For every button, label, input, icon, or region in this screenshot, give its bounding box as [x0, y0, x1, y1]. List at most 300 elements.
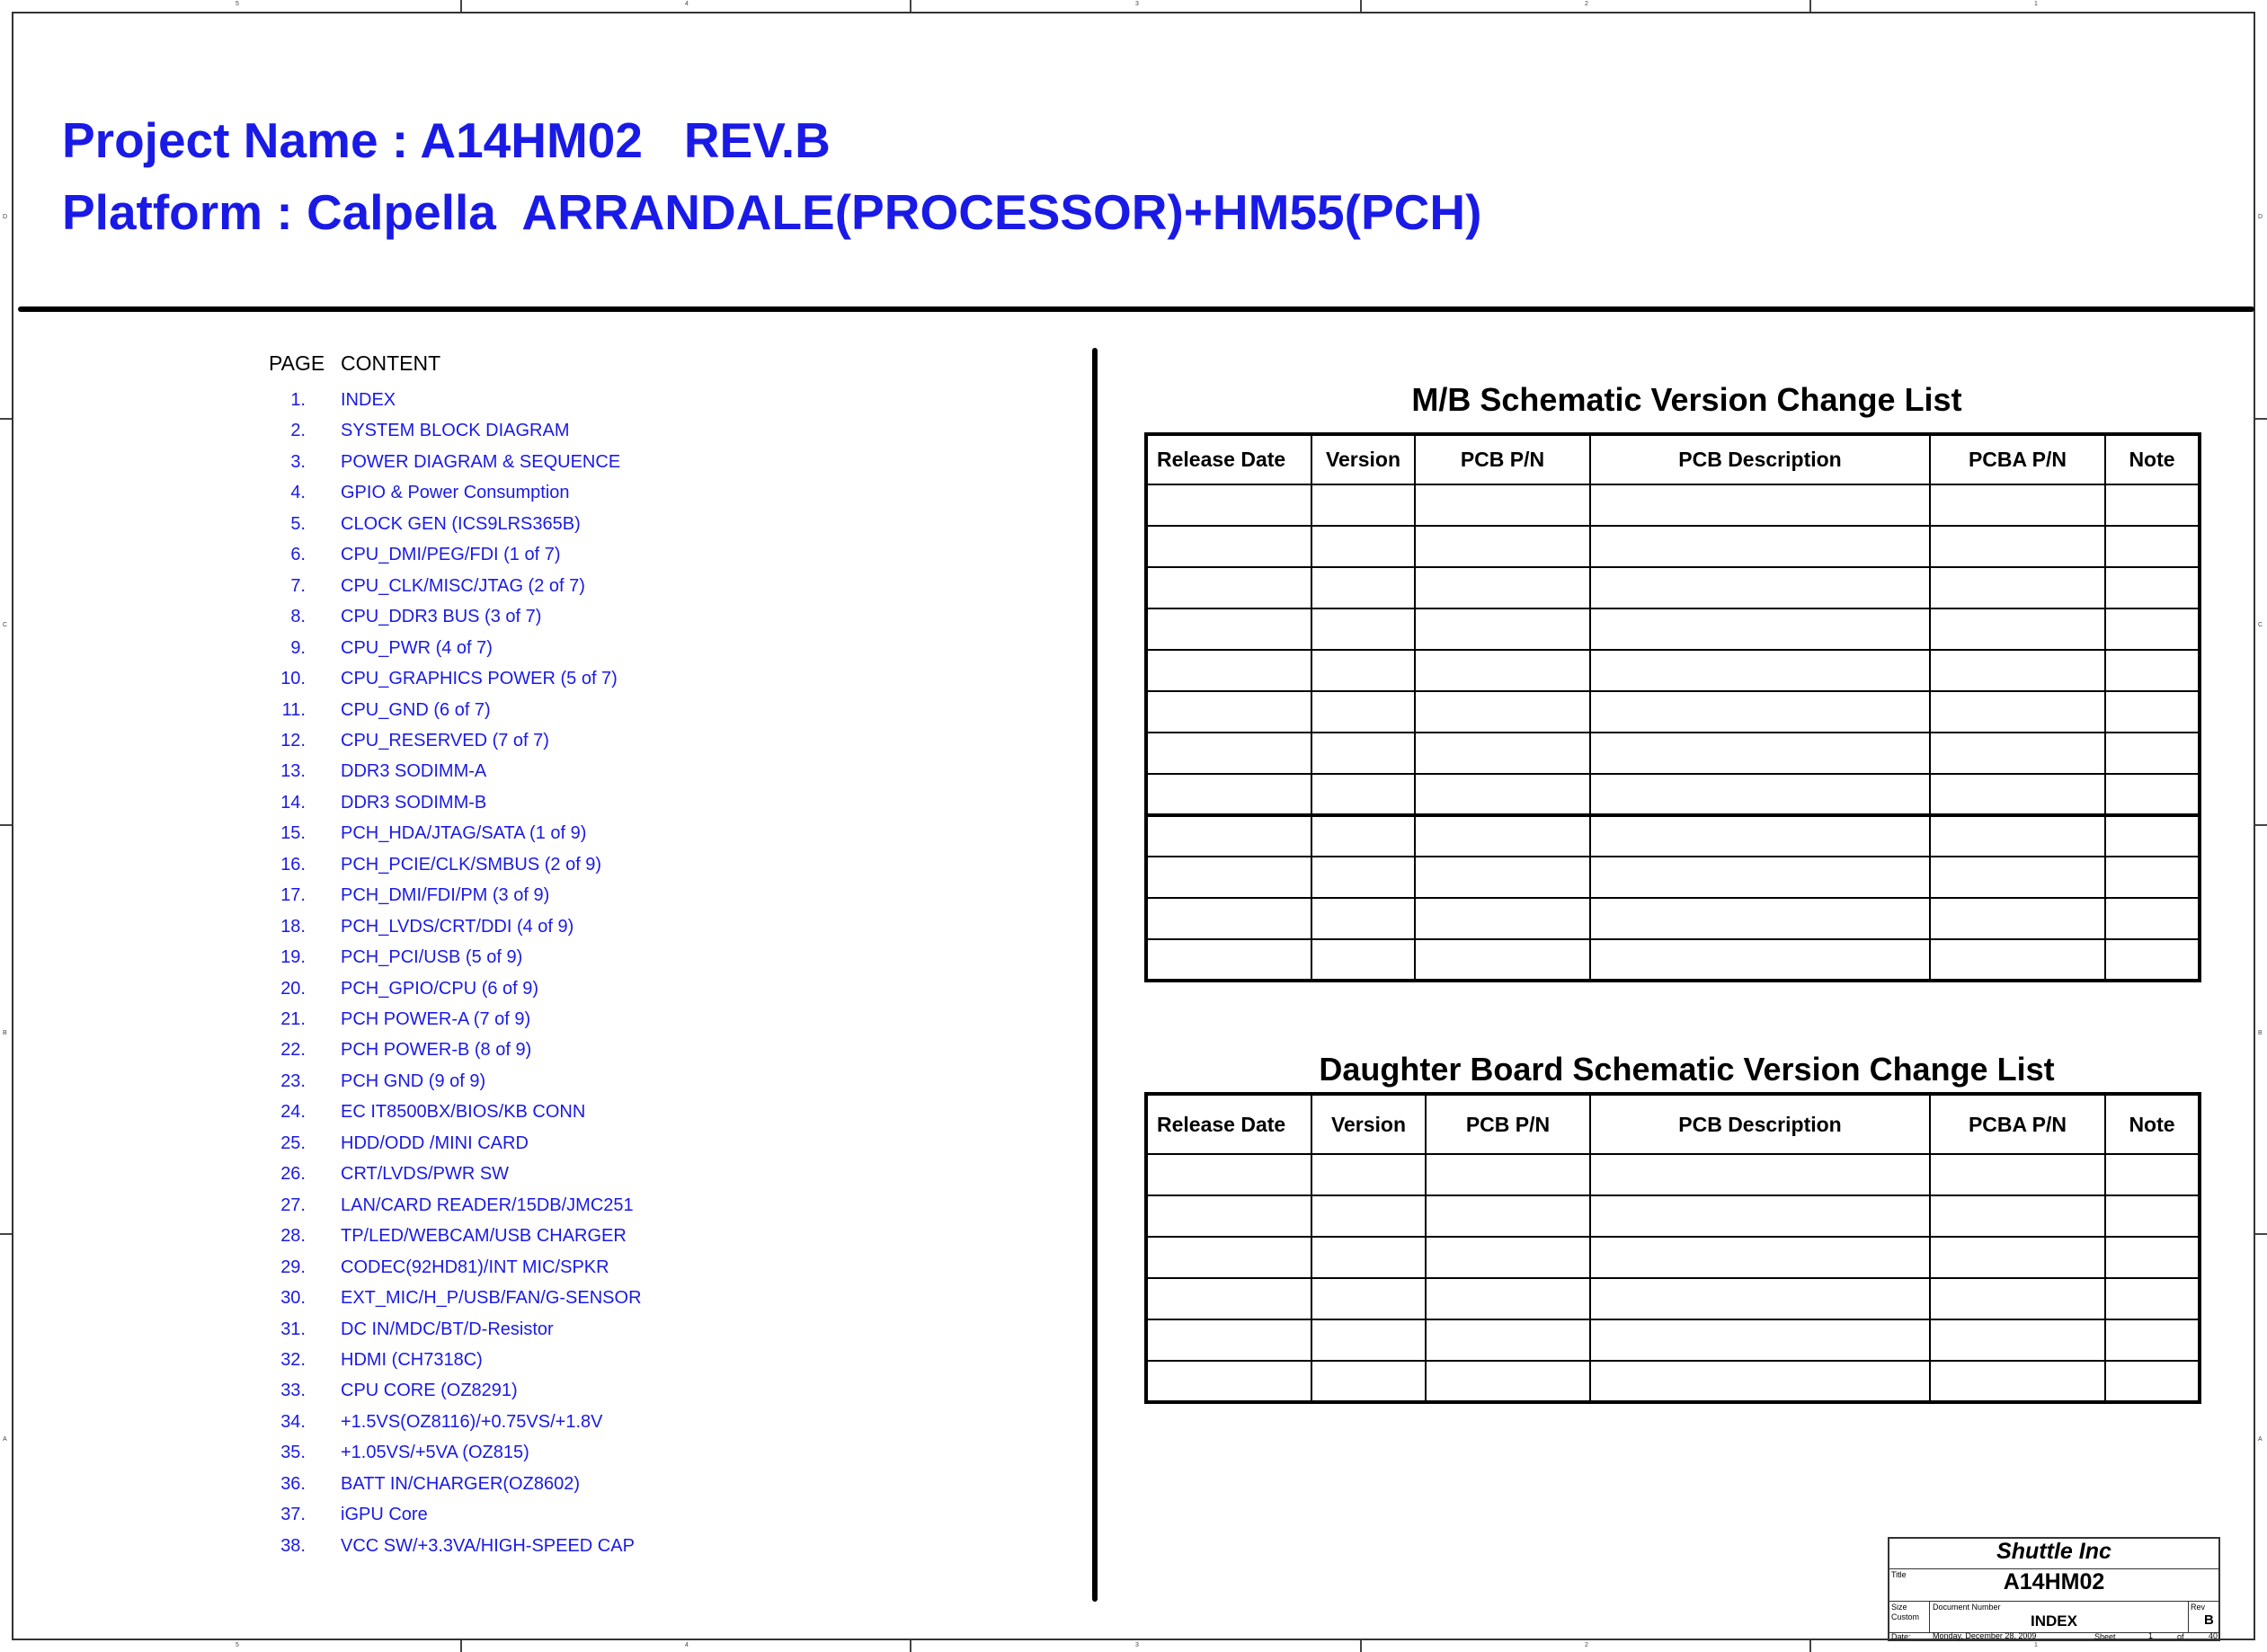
table-cell — [1590, 1195, 1930, 1237]
index-entry-number: 18. — [280, 916, 306, 937]
zone-label-col-4: 4 — [685, 1, 689, 7]
table-cell — [1146, 733, 1311, 774]
table-cell — [1311, 815, 1415, 857]
table-row — [1146, 1319, 2200, 1361]
title-block-doc-row — [1889, 1601, 2218, 1633]
index-entry-number: 9. — [290, 637, 306, 658]
header-divider — [18, 306, 2254, 312]
date-label: Date: — [1891, 1632, 1911, 1641]
index-entry-label: PCH_GPIO/CPU (6 of 9) — [341, 978, 539, 999]
zone-label-col-2: 2 — [1585, 1, 1588, 7]
sheet-total: 40 — [2209, 1631, 2218, 1640]
index-entry-label: CPU_PWR (4 of 7) — [341, 637, 493, 658]
column-header-pcba-pn: PCBA P/N — [1930, 434, 2105, 484]
zone-tick — [1360, 0, 1362, 12]
zone-label-col-2: 2 — [1585, 1642, 1588, 1648]
index-entry — [0, 855, 719, 885]
title-block — [1888, 1537, 2220, 1641]
table-cell — [1146, 567, 1311, 608]
table-row — [1146, 898, 2200, 939]
table-cell — [1415, 857, 1590, 898]
table-cell — [1146, 691, 1311, 733]
table-cell — [1415, 898, 1590, 939]
index-entry — [0, 947, 719, 978]
db-table-body — [1146, 1154, 2200, 1402]
column-header-version: Version — [1311, 434, 1415, 484]
db-table-header-row — [1146, 1094, 2200, 1154]
index-entry-label: CPU_DDR3 BUS (3 of 7) — [341, 607, 542, 627]
table-cell — [2105, 608, 2200, 650]
index-entry-number: 33. — [280, 1381, 306, 1401]
table-cell — [1590, 898, 1930, 939]
table-cell — [1930, 1361, 2105, 1402]
table-cell — [1311, 1154, 1426, 1195]
index-entry — [0, 1195, 719, 1226]
index-entry-number: 5. — [290, 513, 306, 534]
index-entry-label: VCC SW/+3.3VA/HIGH-SPEED CAP — [341, 1535, 635, 1556]
zone-label-col-1: 1 — [2034, 1, 2038, 7]
table-cell — [1930, 526, 2105, 567]
mb-version-table — [1144, 432, 2201, 982]
sheet-number: 1 — [2148, 1631, 2154, 1640]
table-cell — [1146, 1195, 1311, 1237]
table-cell — [1146, 484, 1311, 526]
index-entry-number: 32. — [280, 1349, 306, 1370]
index-entry — [0, 1226, 719, 1257]
table-cell — [2105, 691, 2200, 733]
index-entry-label: PCH_LVDS/CRT/DDI (4 of 9) — [341, 916, 574, 937]
db-version-table — [1144, 1092, 2201, 1404]
index-content-header: CONTENT — [341, 351, 441, 375]
table-cell — [1415, 608, 1590, 650]
table-row — [1146, 815, 2200, 857]
table-cell — [1311, 1319, 1426, 1361]
table-row — [1146, 608, 2200, 650]
table-row — [1146, 1154, 2200, 1195]
table-row — [1146, 1195, 2200, 1237]
zone-label-row-b: B — [3, 1030, 7, 1036]
zone-tick — [460, 0, 462, 12]
table-cell — [1311, 1237, 1426, 1278]
table-cell — [1590, 1319, 1930, 1361]
table-cell — [1415, 650, 1590, 691]
index-entry — [0, 452, 719, 483]
index-entry-number: 34. — [280, 1411, 306, 1432]
table-cell — [1415, 691, 1590, 733]
index-entry-label: POWER DIAGRAM & SEQUENCE — [341, 451, 621, 472]
table-cell — [1426, 1319, 1590, 1361]
of-label: of — [2177, 1632, 2184, 1641]
column-header-pcba-pn: PCBA P/N — [1930, 1094, 2105, 1154]
table-cell — [1590, 939, 1930, 981]
table-cell — [1146, 1278, 1311, 1319]
table-cell — [1930, 733, 2105, 774]
table-row — [1146, 650, 2200, 691]
index-entry-number: 17. — [280, 885, 306, 906]
table-cell — [1426, 1237, 1590, 1278]
index-entry-number: 38. — [280, 1535, 306, 1556]
index-entry — [0, 1257, 719, 1288]
zone-label-row-d: D — [3, 214, 8, 220]
index-entry — [0, 483, 719, 513]
zone-label-col-4: 4 — [685, 1642, 689, 1648]
index-entry-label: +1.05VS/+5VA (OZ815) — [341, 1443, 529, 1463]
table-row — [1146, 1237, 2200, 1278]
index-entry-label: iGPU Core — [341, 1505, 428, 1525]
project-name-title: Project Name : A14HM02 REV.B — [62, 112, 831, 168]
table-cell — [1426, 1361, 1590, 1402]
table-cell — [1426, 1154, 1590, 1195]
document-number: INDEX — [2031, 1612, 2077, 1630]
index-entry-label: GPIO & Power Consumption — [341, 483, 570, 503]
table-cell — [2105, 1237, 2200, 1278]
column-header-release-date: Release Date — [1146, 1094, 1311, 1154]
index-entry — [0, 1505, 719, 1535]
index-entry — [0, 823, 719, 854]
index-entry — [0, 1040, 719, 1070]
table-row — [1146, 857, 2200, 898]
index-entry-label: PCH_PCIE/CLK/SMBUS (2 of 9) — [341, 854, 602, 875]
index-entry — [0, 669, 719, 699]
index-entry-number: 23. — [280, 1070, 306, 1091]
index-entry-label: PCH POWER-A (7 of 9) — [341, 1009, 531, 1029]
index-entry — [0, 1381, 719, 1411]
index-entry — [0, 1412, 719, 1443]
index-entry — [0, 514, 719, 545]
table-row — [1146, 1278, 2200, 1319]
index-entry-label: SYSTEM BLOCK DIAGRAM — [341, 421, 570, 441]
table-cell — [1146, 774, 1311, 815]
zone-label-col-3: 3 — [1135, 1, 1139, 7]
table-row — [1146, 1361, 2200, 1402]
table-cell — [1415, 733, 1590, 774]
table-cell — [1311, 526, 1415, 567]
date-value: Monday, December 28, 2009 — [1933, 1631, 2037, 1640]
table-cell — [1930, 857, 2105, 898]
table-cell — [1590, 1361, 1930, 1402]
table-cell — [2105, 857, 2200, 898]
index-entry — [0, 607, 719, 637]
index-page-header: PAGE — [269, 351, 325, 375]
table-cell — [1311, 691, 1415, 733]
zone-label-row-b: B — [2258, 1030, 2263, 1036]
index-entry-label: PCH_PCI/USB (5 of 9) — [341, 947, 523, 968]
zone-label-row-d: D — [2258, 214, 2263, 220]
table-cell — [1415, 939, 1590, 981]
platform-title: Platform : Calpella ARRANDALE(PROCESSOR)+HM55(PCH) — [62, 184, 1482, 240]
index-entry-number: 14. — [280, 792, 306, 813]
table-row — [1146, 484, 2200, 526]
index-entry-number: 15. — [280, 823, 306, 844]
table-cell — [1930, 691, 2105, 733]
index-entry-label: CODEC(92HD81)/INT MIC/SPKR — [341, 1257, 609, 1277]
table-cell — [1146, 857, 1311, 898]
index-entry — [0, 1009, 719, 1040]
index-entry — [0, 545, 719, 575]
column-header-pcb-description: PCB Description — [1590, 1094, 1930, 1154]
column-header-pcb-pn: PCB P/N — [1415, 434, 1590, 484]
index-entry-label: DDR3 SODIMM-B — [341, 792, 487, 813]
index-entry-number: 12. — [280, 730, 306, 751]
table-row — [1146, 691, 2200, 733]
index-entry-number: 28. — [280, 1226, 306, 1247]
revision: B — [2204, 1612, 2214, 1628]
index-entry-label: HDD/ODD /MINI CARD — [341, 1132, 529, 1153]
index-entry-label: DDR3 SODIMM-A — [341, 761, 487, 782]
table-cell — [1930, 1237, 2105, 1278]
table-cell — [1590, 1154, 1930, 1195]
size-label: Size — [1891, 1603, 1907, 1612]
index-entry-label: LAN/CARD READER/15DB/JMC251 — [341, 1195, 634, 1215]
index-entry-number: 24. — [280, 1102, 306, 1123]
index-entry-number: 22. — [280, 1040, 306, 1061]
zone-tick — [2255, 1233, 2267, 1235]
index-entry — [0, 421, 719, 451]
index-entry — [0, 761, 719, 792]
zone-label-col-5: 5 — [236, 1, 239, 7]
table-cell — [2105, 733, 2200, 774]
table-cell — [1146, 608, 1311, 650]
index-entry-label: PCH POWER-B (8 of 9) — [341, 1040, 532, 1061]
index-entry-number: 31. — [280, 1319, 306, 1339]
index-entry-label: CPU_RESERVED (7 of 7) — [341, 730, 549, 751]
zone-tick — [2255, 418, 2267, 420]
table-cell — [1146, 650, 1311, 691]
document-title: A14HM02 — [2003, 1569, 2105, 1594]
table-cell — [1311, 898, 1415, 939]
zone-label-col-5: 5 — [236, 1642, 239, 1648]
index-entry-label: EXT_MIC/H_P/USB/FAN/G-SENSOR — [341, 1288, 642, 1309]
index-entry-number: 11. — [281, 699, 306, 720]
index-entry-label: CPU_GRAPHICS POWER (5 of 7) — [341, 669, 618, 689]
table-cell — [2105, 526, 2200, 567]
index-entry — [0, 1071, 719, 1102]
table-cell — [1590, 526, 1930, 567]
table-cell — [1426, 1278, 1590, 1319]
table-cell — [1930, 1319, 2105, 1361]
table-cell — [1930, 939, 2105, 981]
table-cell — [1415, 815, 1590, 857]
table-cell — [2105, 1319, 2200, 1361]
table-cell — [2105, 484, 2200, 526]
index-entry-number: 10. — [280, 669, 306, 689]
table-cell — [1311, 1195, 1426, 1237]
index-entry — [0, 1164, 719, 1195]
index-entry-number: 2. — [290, 421, 306, 441]
index-entry-number: 27. — [280, 1195, 306, 1215]
index-entry-number: 35. — [280, 1443, 306, 1463]
index-entry — [0, 979, 719, 1009]
index-entry-number: 25. — [280, 1132, 306, 1153]
index-entry — [0, 1350, 719, 1381]
column-header-pcb-pn: PCB P/N — [1426, 1094, 1590, 1154]
table-cell — [1590, 691, 1930, 733]
index-entry — [0, 885, 719, 916]
table-cell — [1146, 898, 1311, 939]
table-cell — [1590, 815, 1930, 857]
table-row — [1146, 733, 2200, 774]
index-entry-label: +1.5VS(OZ8116)/+0.75VS/+1.8V — [341, 1411, 603, 1432]
index-entry-number: 37. — [280, 1505, 306, 1525]
column-header-note: Note — [2105, 1094, 2200, 1154]
index-entry — [0, 638, 719, 669]
table-cell — [1415, 774, 1590, 815]
table-cell — [1146, 1237, 1311, 1278]
index-entry-label: EC IT8500BX/BIOS/KB CONN — [341, 1102, 586, 1123]
table-cell — [2105, 898, 2200, 939]
table-cell — [2105, 1361, 2200, 1402]
size-value: Custom — [1891, 1612, 1920, 1621]
index-entry-number: 16. — [280, 854, 306, 875]
index-entry — [0, 1133, 719, 1164]
index-entry — [0, 1288, 719, 1319]
table-cell — [1311, 567, 1415, 608]
table-cell — [1590, 857, 1930, 898]
table-cell — [1146, 1154, 1311, 1195]
zone-label-col-3: 3 — [1135, 1642, 1139, 1648]
table-cell — [2105, 1195, 2200, 1237]
table-row — [1146, 939, 2200, 981]
table-cell — [2105, 1278, 2200, 1319]
index-entry-number: 4. — [290, 483, 306, 503]
zone-tick — [910, 1640, 911, 1652]
table-cell — [1415, 567, 1590, 608]
index-entry-label: CRT/LVDS/PWR SW — [341, 1164, 510, 1185]
index-entry-number: 19. — [280, 947, 306, 968]
zone-tick — [2255, 824, 2267, 826]
table-cell — [1415, 484, 1590, 526]
table-cell — [1930, 1278, 2105, 1319]
title-label: Title — [1891, 1570, 1907, 1579]
index-entry-number: 3. — [290, 451, 306, 472]
index-entry-number: 8. — [290, 607, 306, 627]
table-cell — [1590, 774, 1930, 815]
index-entry — [0, 731, 719, 761]
zone-tick — [460, 1640, 462, 1652]
table-cell — [1590, 1237, 1930, 1278]
mb-table-body — [1146, 484, 2200, 981]
table-cell — [2105, 1154, 2200, 1195]
table-cell — [2105, 774, 2200, 815]
index-entry-label: CPU_CLK/MISC/JTAG (2 of 7) — [341, 575, 585, 596]
rev-divider — [2188, 1602, 2189, 1632]
index-entry-label: CPU_DMI/PEG/FDI (1 of 7) — [341, 545, 561, 565]
column-header-release-date: Release Date — [1146, 434, 1311, 484]
index-entry-number: 7. — [290, 575, 306, 596]
table-cell — [1146, 1361, 1311, 1402]
index-entry — [0, 1102, 719, 1132]
index-entry-label: PCH GND (9 of 9) — [341, 1070, 486, 1091]
index-entry-label: CLOCK GEN (ICS9LRS365B) — [341, 513, 581, 534]
table-cell — [1311, 939, 1415, 981]
table-cell — [1930, 774, 2105, 815]
table-cell — [2105, 815, 2200, 857]
table-cell — [1311, 484, 1415, 526]
table-cell — [2105, 650, 2200, 691]
db-table-title: Daughter Board Schematic Version Change List — [1319, 1051, 2055, 1088]
table-cell — [1590, 484, 1930, 526]
table-cell — [1930, 567, 2105, 608]
table-cell — [1930, 1154, 2105, 1195]
index-entry — [0, 1443, 719, 1473]
mb-table-title: M/B Schematic Version Change List — [1411, 381, 1962, 418]
index-entry-label: CPU_GND (6 of 7) — [341, 699, 491, 720]
table-cell — [1426, 1195, 1590, 1237]
table-cell — [1930, 650, 2105, 691]
index-entry-number: 6. — [290, 545, 306, 565]
column-header-pcb-description: PCB Description — [1590, 434, 1930, 484]
index-entry-number: 13. — [280, 761, 306, 782]
table-row — [1146, 526, 2200, 567]
table-cell — [1311, 1278, 1426, 1319]
table-cell — [1930, 608, 2105, 650]
table-cell — [1146, 526, 1311, 567]
table-cell — [1930, 484, 2105, 526]
zone-tick — [1809, 1640, 1811, 1652]
index-entry-number: 21. — [280, 1009, 306, 1029]
table-cell — [1930, 898, 2105, 939]
index-entry-number: 20. — [280, 978, 306, 999]
rev-label: Rev — [2191, 1603, 2206, 1612]
zone-label-row-a: A — [3, 1436, 7, 1443]
table-cell — [1146, 1319, 1311, 1361]
table-cell — [1311, 1361, 1426, 1402]
index-entry — [0, 793, 719, 823]
index-entry-label: INDEX — [341, 390, 396, 410]
index-entry-number: 29. — [280, 1257, 306, 1277]
table-row — [1146, 774, 2200, 815]
index-entry-number: 30. — [280, 1288, 306, 1309]
mb-table-header-row — [1146, 434, 2200, 484]
table-cell — [1930, 815, 2105, 857]
zone-tick — [1360, 1640, 1362, 1652]
index-entry-label: HDMI (CH7318C) — [341, 1349, 483, 1370]
index-entry — [0, 917, 719, 947]
document-number-label: Document Number — [1933, 1603, 2001, 1612]
index-entry — [0, 1474, 719, 1505]
index-entry-label: TP/LED/WEBCAM/USB CHARGER — [341, 1226, 627, 1247]
table-cell — [1415, 526, 1590, 567]
table-cell — [1590, 733, 1930, 774]
index-entry-number: 1. — [290, 390, 306, 410]
index-entry — [0, 1319, 719, 1350]
table-cell — [1590, 1278, 1930, 1319]
sheet-label: Sheet — [2094, 1632, 2116, 1641]
index-entry — [0, 390, 719, 421]
table-cell — [1146, 815, 1311, 857]
index-entry-label: DC IN/MDC/BT/D-Resistor — [341, 1319, 554, 1339]
table-cell — [1930, 1195, 2105, 1237]
column-header-note: Note — [2105, 434, 2200, 484]
table-cell — [2105, 567, 2200, 608]
index-entry — [0, 1536, 719, 1567]
column-header-version: Version — [1311, 1094, 1426, 1154]
index-entry-label: PCH_HDA/JTAG/SATA (1 of 9) — [341, 823, 587, 844]
table-cell — [1590, 567, 1930, 608]
size-divider — [1929, 1602, 1930, 1632]
table-cell — [1146, 939, 1311, 981]
table-cell — [1311, 774, 1415, 815]
zone-label-row-c: C — [3, 622, 8, 628]
zone-label-row-c: C — [2258, 622, 2263, 628]
section-divider — [1092, 348, 1098, 1602]
index-entry-label: BATT IN/CHARGER(OZ8602) — [341, 1473, 580, 1494]
company-name: Shuttle Inc — [1889, 1539, 2218, 1569]
index-entry — [0, 700, 719, 731]
table-cell — [1311, 857, 1415, 898]
zone-label-row-a: A — [2258, 1436, 2263, 1443]
table-cell — [1311, 608, 1415, 650]
